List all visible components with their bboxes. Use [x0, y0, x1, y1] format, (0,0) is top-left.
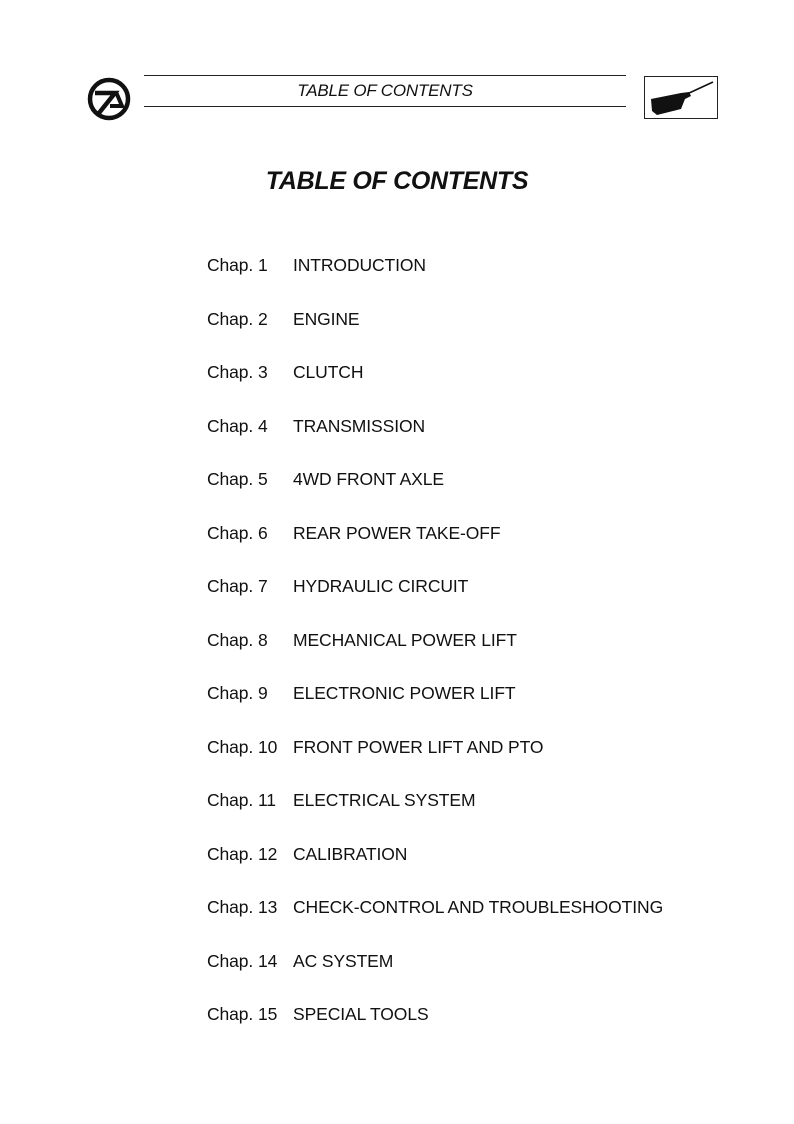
pointing-hand-icon — [645, 77, 719, 120]
toc-chapter-title: REAR POWER TAKE-OFF — [293, 522, 501, 543]
toc-chapter-title: ELECTRICAL SYSTEM — [293, 790, 476, 810]
toc-chapter-title: TRANSMISSION — [293, 415, 426, 436]
toc-chapter-number: Chap. 6 — [207, 522, 268, 543]
toc-entry[interactable] — [207, 683, 663, 737]
toc-chapter-number: Chap. 5 — [207, 469, 268, 489]
toc-chapter-number: Chap. 4 — [207, 415, 268, 436]
toc-chapter-number: Chap. 7 — [207, 576, 268, 596]
toc-chapter-number: Chap. 8 — [207, 629, 268, 650]
toc-chapter-number: Chap. 11 — [207, 790, 276, 810]
toc-chapter-title: ENGINE — [293, 308, 360, 329]
toc-entry[interactable] — [207, 1004, 663, 1058]
toc-chapter-number: Chap. 12 — [207, 843, 278, 864]
toc-chapter-number: Chap. 10 — [207, 736, 278, 757]
brand-logo-icon — [86, 76, 132, 122]
toc-chapter-title: AC SYSTEM — [293, 950, 394, 971]
toc-chapter-number: Chap. 14 — [207, 950, 278, 971]
toc-chapter-title: FRONT POWER LIFT AND PTO — [293, 736, 544, 757]
toc-chapter-number: Chap. 1 — [207, 255, 268, 275]
toc-list — [207, 255, 663, 1058]
toc-entry[interactable] — [207, 523, 663, 577]
toc-chapter-title: CLUTCH — [293, 362, 364, 382]
page-title: TABLE OF CONTENTS — [265, 167, 529, 195]
toc-chapter-title: ELECTRONIC POWER LIFT — [293, 683, 516, 703]
toc-chapter-number: Chap. 2 — [207, 308, 268, 329]
toc-chapter-title: MECHANICAL POWER LIFT — [293, 629, 517, 650]
toc-entry[interactable] — [207, 469, 663, 523]
toc-chapter-number: Chap. 13 — [207, 897, 278, 917]
header-band — [144, 75, 626, 107]
toc-chapter-title: CHECK-CONTROL AND TROUBLESHOOTING — [293, 897, 664, 917]
toc-entry[interactable] — [207, 844, 663, 898]
toc-entry[interactable] — [207, 897, 663, 951]
toc-chapter-number: Chap. 9 — [207, 683, 268, 703]
toc-entry[interactable] — [207, 255, 663, 309]
toc-entry[interactable] — [207, 416, 663, 470]
toc-chapter-number: Chap. 15 — [207, 1004, 278, 1024]
toc-entry[interactable] — [207, 576, 663, 630]
toc-chapter-title: CALIBRATION — [293, 843, 408, 864]
toc-entry[interactable] — [207, 790, 663, 844]
toc-chapter-title: SPECIAL TOOLS — [293, 1004, 429, 1024]
hand-box — [644, 76, 718, 119]
toc-entry[interactable] — [207, 309, 663, 363]
toc-chapter-title: HYDRAULIC CIRCUIT — [293, 576, 469, 596]
header-title: TABLE OF CONTENTS — [297, 81, 473, 100]
toc-chapter-title: INTRODUCTION — [293, 255, 426, 275]
toc-entry[interactable] — [207, 951, 663, 1005]
toc-entry[interactable] — [207, 630, 663, 684]
toc-chapter-title: 4WD FRONT AXLE — [293, 469, 444, 489]
toc-entry[interactable] — [207, 362, 663, 416]
toc-entry[interactable] — [207, 737, 663, 791]
toc-chapter-number: Chap. 3 — [207, 362, 268, 382]
